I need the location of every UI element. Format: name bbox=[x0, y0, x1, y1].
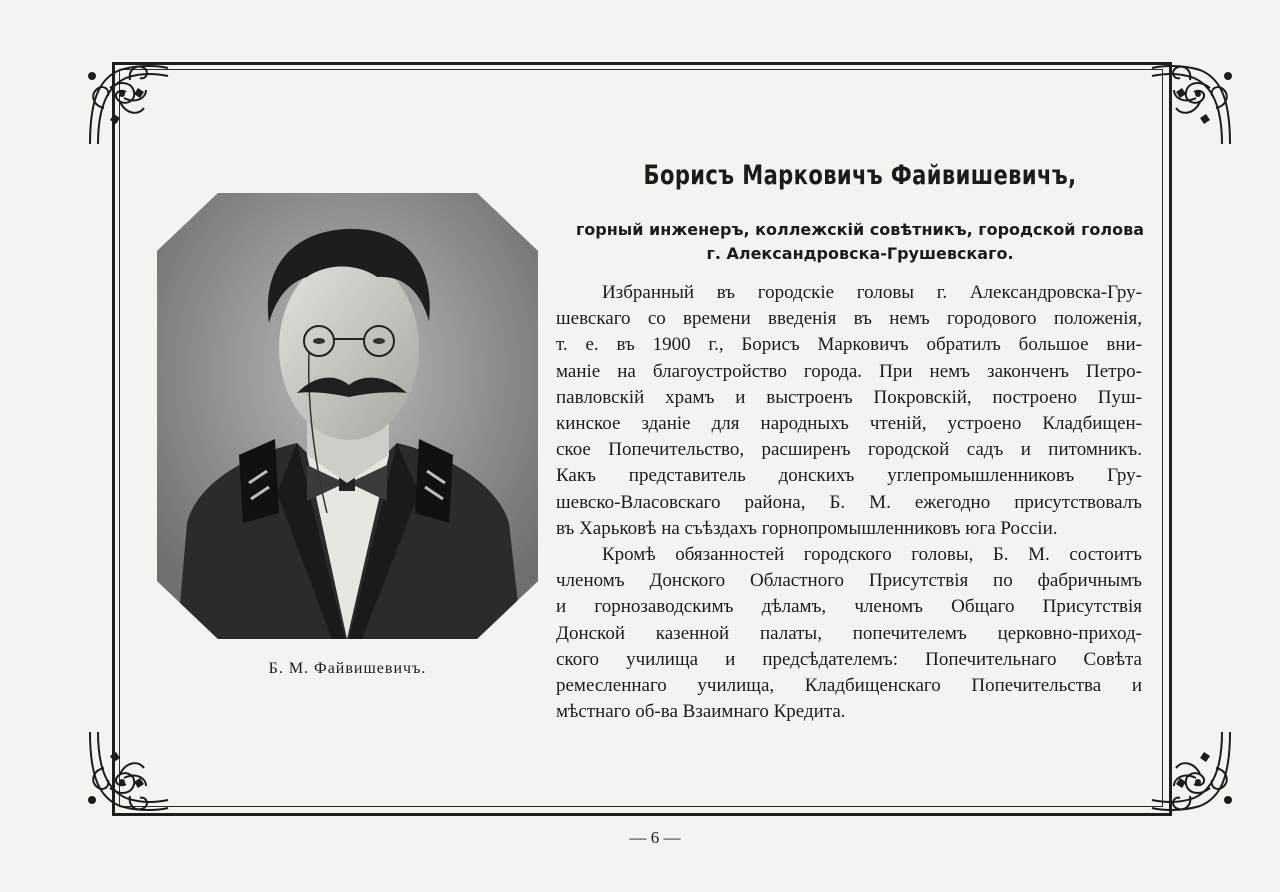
corner-ornament-top-left bbox=[80, 58, 172, 150]
corner-ornament-bottom-left bbox=[80, 726, 172, 818]
floral-corner-icon bbox=[1148, 58, 1240, 150]
text-line: Избранный въ городскіе головы г. Александровска-Гру- bbox=[602, 282, 1142, 303]
text-line: маніе на благоустройство города. При немъ законченъ Петро- bbox=[556, 360, 1142, 382]
portrait-photo bbox=[157, 193, 538, 639]
text-line: кинское зданіе для народныхъ чтеній, устроено Кладбищен- bbox=[556, 413, 1142, 435]
corner-ornament-bottom-right bbox=[1148, 726, 1240, 818]
text-line: членомъ Донского Областного Присутствія по фабричнымъ bbox=[556, 570, 1142, 592]
text-line: т. е. въ 1900 г., Борисъ Марковичъ обратилъ большое вни- bbox=[556, 334, 1142, 356]
text-line: мѣстнаго об-ва Взаимнаго Кредита. bbox=[556, 701, 846, 723]
portrait-caption: Б. М. Файвишевичъ. bbox=[268, 660, 427, 677]
text-line: ского училища и предсѣдателемъ: Попечительнаго Совѣта bbox=[556, 648, 1142, 670]
floral-corner-icon bbox=[80, 726, 172, 818]
text-line: ремесленнаго училища, Кладбищенскаго Попечительства и bbox=[556, 675, 1142, 697]
text-line: Какъ представитель донскихъ углепромышленниковъ Гру- bbox=[556, 465, 1142, 487]
text-line: въ Харьковѣ на съѣздахъ горнопромышленниковъ юга Россіи. bbox=[556, 517, 1058, 539]
floral-corner-icon bbox=[80, 58, 172, 150]
text-line: шевскаго со времени введенія въ немъ городового положенія, bbox=[556, 308, 1142, 330]
subtitle-line: г. Александровска-Грушевскаго. bbox=[706, 244, 1014, 263]
text-line: и горнозаводскимъ дѣламъ, членомъ Общаго Присутствія bbox=[556, 596, 1142, 618]
portrait-image bbox=[157, 193, 538, 639]
corner-ornament-top-right bbox=[1148, 58, 1240, 150]
text-line: Донской казенной палаты, попечителемъ церковно-приход- bbox=[556, 622, 1142, 644]
page-number: — 6 — bbox=[629, 828, 681, 847]
text-line: павловскій храмъ и выстроенъ Покровскій, построено Пуш- bbox=[556, 386, 1142, 408]
text-line: шевско-Власовскаго района, Б. М. ежегодно присутствовалъ bbox=[556, 491, 1142, 513]
page-title: Борисъ Марковичъ Файвишевичъ, bbox=[643, 160, 1077, 191]
subtitle bbox=[555, 218, 1165, 266]
subtitle-line: горный инженеръ, коллежскій совѣтникъ, городской голова bbox=[575, 220, 1145, 239]
floral-corner-icon bbox=[1148, 726, 1240, 818]
biography-text bbox=[556, 280, 1142, 725]
text-line: Кромѣ обязанностей городского головы, Б. М. состоитъ bbox=[602, 544, 1142, 566]
text-line: ское Попечительство, расширенъ городской садъ и питомникъ. bbox=[556, 439, 1142, 461]
